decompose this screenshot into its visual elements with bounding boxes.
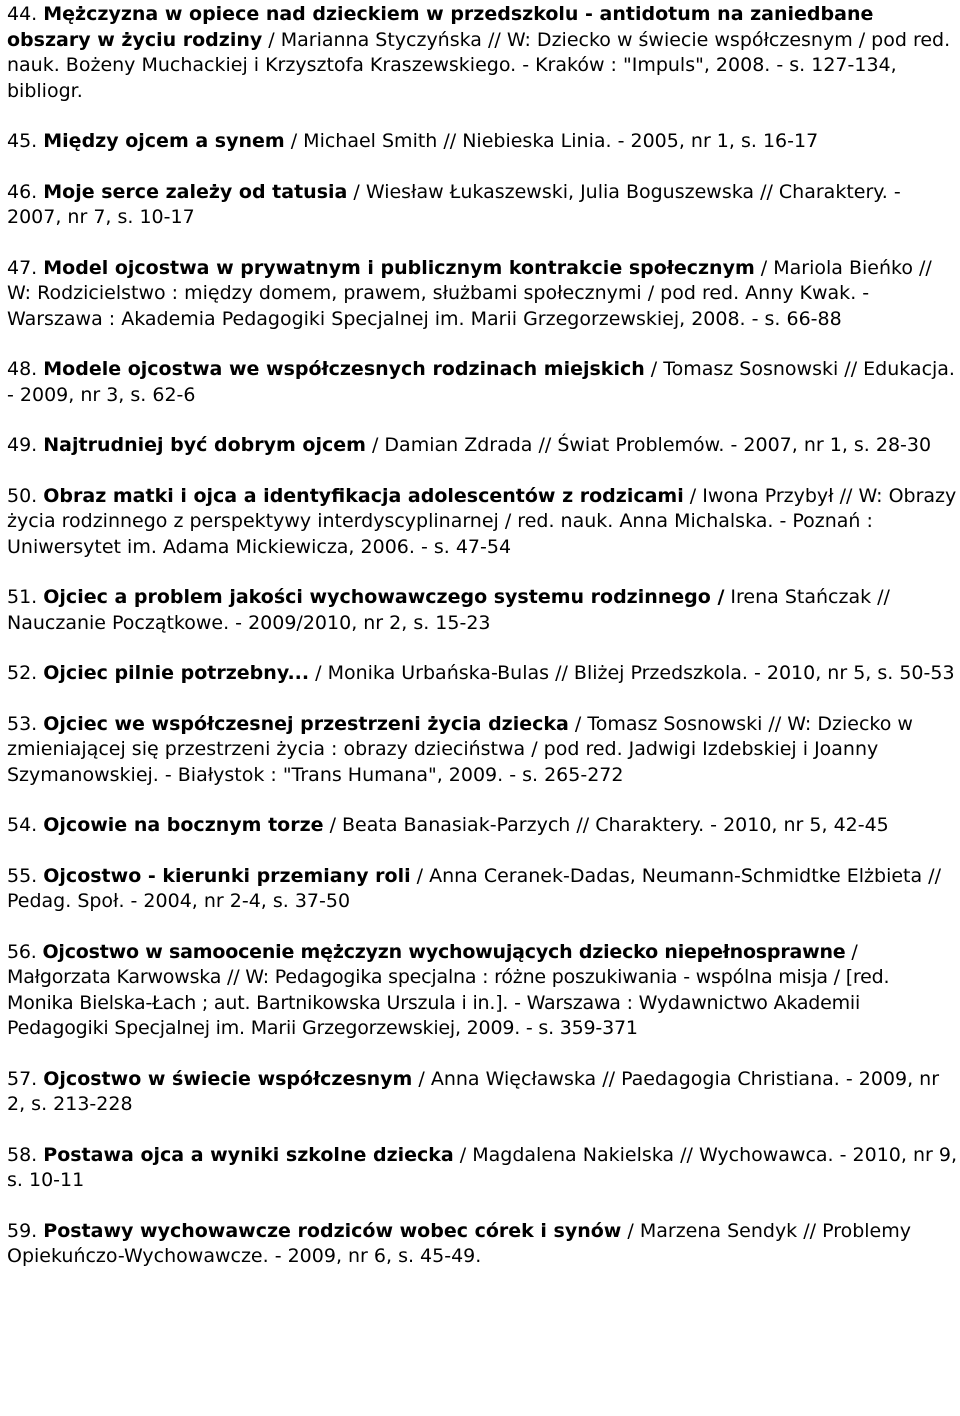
entry-details: / Michael Smith // Niebieska Linia. - 2005, nr 1, s. 16-17 (284, 130, 819, 152)
entry-details: / Marianna Styczyńska // W: Dziecko w świecie współczesnym / pod red. nauk. Bożeny Muchackiej i Krzysztofa Kraszewskiego. - Kraków : "Impuls", 2008. - s. 127-134, bibliogr. (7, 28, 951, 102)
entry-title: Ojciec pilnie potrzebny... (43, 662, 310, 684)
entry-details: / Monika Urbańska-Bulas // Bliżej Przedszkola. - 2010, nr 5, s. 50-53 (309, 662, 955, 684)
entry-title: Modele ojcostwa we współczesnych rodzinach miejskich (43, 358, 645, 380)
entry-title: Ojciec we współczesnej przestrzeni życia dziecka (43, 712, 569, 735)
bibliography-entry-56 (7, 940, 957, 1042)
bibliography-entry-46 (7, 180, 957, 231)
bibliography-entry-59 (7, 1219, 957, 1270)
entry-number: 52. (7, 662, 38, 684)
entry-title: Ojciec a problem jakości wychowawczego systemu rodzinnego / (43, 586, 725, 608)
bibliography-entry-57 (7, 1067, 957, 1118)
entry-details: / Małgorzata Karwowska // W: Pedagogika specjalna : różne poszukiwania - wspólna misja / [red. Monika Bielska-Łach ; aut. Bartnikowska Urszula i in.]. - Warszawa : Wydawnictwo Akademii Pedagogiki Specjalnej im. Marii Grzegorzewskiej, 2009. - s. 359-371 (7, 940, 890, 1039)
entry-number: 56. (7, 940, 37, 963)
entry-details: / Mariola Bieńko // W: Rodzicielstwo : między domem, prawem, służbami społecznymi / pod red. Anny Kwak. - Warszawa : Akademia Pedagogiki Specjalnej im. Marii Grzegorzewskiej, 2008. - s. 66-88 (7, 256, 932, 330)
entry-number: 48. (7, 358, 38, 380)
entry-details: / Wiesław Łukaszewski, Julia Boguszewska // Charaktery. - 2007, nr 7, s. 10-17 (7, 180, 901, 228)
entry-details: / Damian Zdrada // Świat Problemów. - 2007, nr 1, s. 28-30 (365, 434, 932, 456)
entry-number: 55. (7, 864, 38, 887)
entry-title: Ojcostwo w samoocenie mężczyzn wychowujących dziecko niepełnosprawne (42, 940, 846, 963)
entry-title: Moje serce zależy od tatusia (43, 180, 348, 203)
bibliography-entry-54 (7, 813, 957, 839)
bibliography-entry-55 (7, 864, 957, 915)
entry-title: Postawy wychowawcze rodziców wobec córek i synów (43, 1219, 622, 1242)
entry-title: Mężczyzna w opiece nad dzieckiem w przedszkolu - antidotum na zaniedbane obszary w życiu rodziny (7, 3, 874, 51)
bibliography-entry-58 (7, 1143, 957, 1194)
bibliography-entry-44 (7, 2, 957, 104)
entry-number: 57. (7, 1067, 38, 1090)
entry-title: Ojcowie na bocznym torze (43, 814, 324, 836)
bibliography-entry-48 (7, 357, 957, 408)
entry-title: Ojcostwo w świecie współczesnym (43, 1067, 413, 1090)
entry-number: 58. (7, 1143, 38, 1166)
entry-title: Obraz matki i ojca a identyfikacja adolescentów z rodzicami (43, 484, 684, 507)
entry-title: Ojcostwo - kierunki przemiany roli (43, 864, 411, 887)
bibliography-entry-47 (7, 256, 957, 333)
entry-number: 59. (7, 1219, 38, 1242)
entry-title: Między ojcem a synem (43, 130, 285, 152)
entry-title: Postawa ojca a wyniki szkolne dziecka (43, 1143, 454, 1166)
entry-details: / Iwona Przybył // W: Obrazy życia rodzinnego z perspektywy interdyscyplinarnej / red. nauk. Anna Michalska. - Poznań : Uniwersytet im. Adama Mickiewicza, 2006. - s. 47-54 (7, 484, 957, 558)
entry-title: Najtrudniej być dobrym ojcem (43, 434, 366, 456)
bibliography-entry-51 (7, 585, 957, 636)
entry-title: Model ojcostwa w prywatnym i publicznym kontrakcie społecznym (43, 256, 755, 279)
bibliography-entry-49 (7, 433, 957, 459)
entry-number: 50. (7, 484, 38, 507)
entry-number: 49. (7, 434, 38, 456)
entry-details: / Magdalena Nakielska // Wychowawca. - 2010, nr 9, s. 10-11 (7, 1143, 957, 1191)
entry-details: / Anna Więcławska // Paedagogia Christiana. - 2009, nr 2, s. 213-228 (7, 1067, 940, 1115)
bibliography-page (7, 2, 957, 1295)
bibliography-entry-50 (7, 484, 957, 561)
entry-details: / Marzena Sendyk // Problemy Opiekuńczo-Wychowawcze. - 2009, nr 6, s. 45-49. (7, 1219, 911, 1267)
entry-number: 51. (7, 586, 38, 608)
entry-number: 47. (7, 256, 38, 279)
entry-details: / Tomasz Sosnowski // W: Dziecko w zmieniającej się przestrzeni życia : obrazy dzieciństwa / pod red. Jadwigi Izdebskiej i Joanny Szymanowskiej. - Białystok : "Trans Humana", 2009. - s. 265-272 (7, 712, 913, 786)
entry-details: / Beata Banasiak-Parzych // Charaktery. - 2010, nr 5, 42-45 (323, 814, 889, 836)
bibliography-entry-53 (7, 712, 957, 789)
entry-number: 44. (7, 3, 38, 25)
entry-details: / Tomasz Sosnowski // Edukacja. - 2009, nr 3, s. 62-6 (7, 358, 955, 406)
entry-number: 54. (7, 814, 38, 836)
entry-details: Irena Stańczak // Nauczanie Początkowe. - 2009/2010, nr 2, s. 15-23 (7, 586, 890, 634)
entry-number: 46. (7, 180, 38, 203)
entry-number: 45. (7, 130, 38, 152)
entry-details: / Anna Ceranek-Dadas, Neumann-Schmidtke Elżbieta // Pedag. Społ. - 2004, nr 2-4, s. 37-50 (7, 864, 941, 912)
bibliography-entry-52 (7, 661, 957, 687)
bibliography-entry-45 (7, 129, 957, 155)
entry-number: 53. (7, 712, 38, 735)
